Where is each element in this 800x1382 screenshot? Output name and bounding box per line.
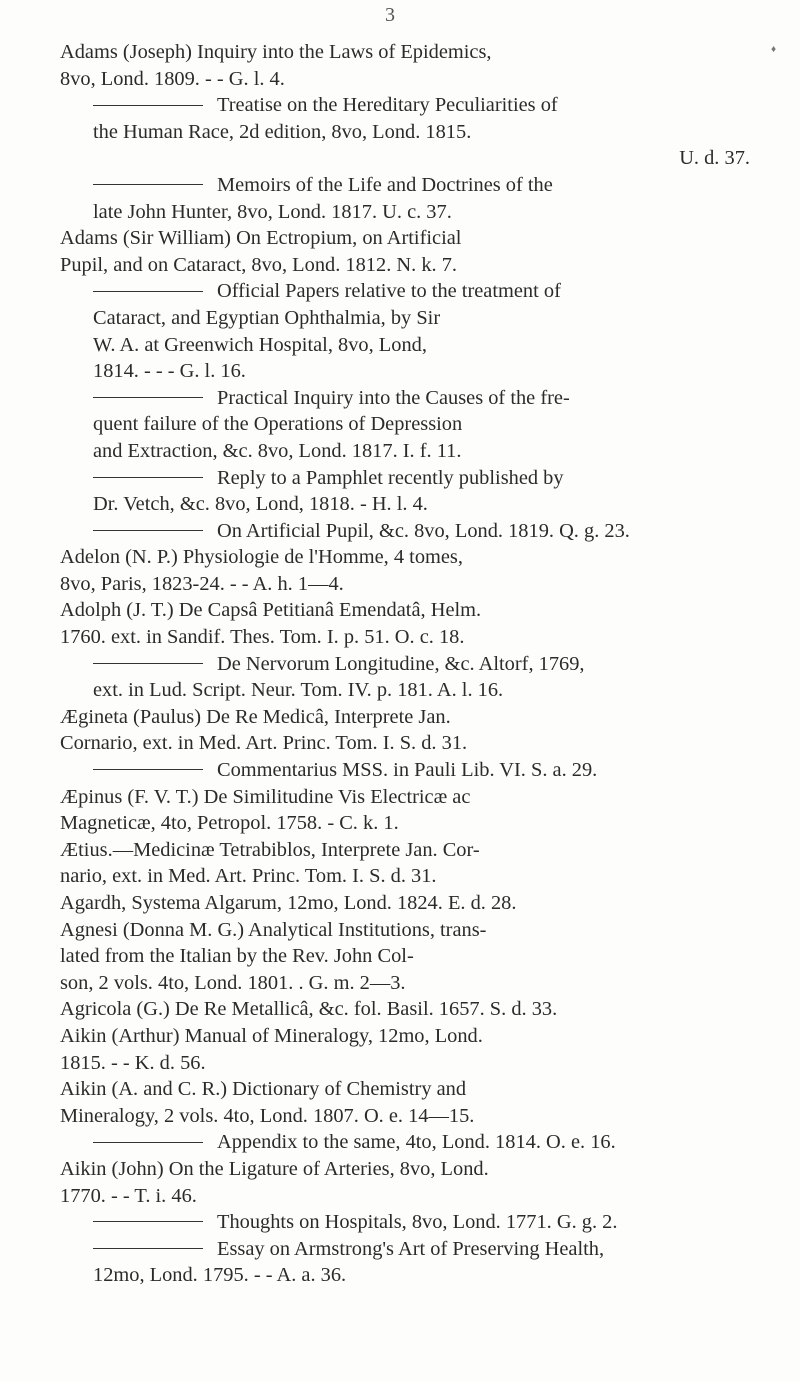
ditto-dash xyxy=(93,663,203,664)
ditto-dash xyxy=(93,184,203,185)
entry-text: Appendix to the same, 4to, Lond. 1814. O. e. 16. xyxy=(217,1131,616,1154)
catalogue-entry xyxy=(60,225,750,278)
entry-line: 1814. - - - G. l. 16. xyxy=(93,360,246,383)
catalogue-entry xyxy=(60,651,750,704)
entry-line: Adolph (J. T.) De Capsâ Petitianâ Emendatâ, Helm. xyxy=(60,599,482,622)
ditto-dash xyxy=(93,530,203,531)
catalogue-entry xyxy=(60,278,750,384)
entry-line xyxy=(93,1236,750,1263)
entry-text: Treatise on the Hereditary Peculiarities of xyxy=(217,94,558,117)
catalogue-entry xyxy=(60,1209,750,1236)
entry-line: U. d. 37. xyxy=(679,147,750,170)
entry-text: Commentarius MSS. in Pauli Lib. VI. S. a. 29. xyxy=(217,759,598,782)
catalogue-entry xyxy=(60,837,750,890)
entry-line: Agnesi (Donna M. G.) Analytical Institutions, trans- xyxy=(60,918,487,941)
entry-line: the Human Race, 2d edition, 8vo, Lond. 1815. xyxy=(93,120,472,143)
entry-line: quent failure of the Operations of Depression xyxy=(93,413,463,436)
catalogue-entry xyxy=(60,92,750,172)
page-number: 3 xyxy=(385,4,396,26)
catalogue-entry xyxy=(60,704,750,757)
entry-line xyxy=(93,1129,750,1156)
ditto-dash xyxy=(93,105,203,106)
entry-line xyxy=(93,278,750,305)
entry-line xyxy=(93,757,750,784)
catalogue-entry xyxy=(60,465,750,518)
entry-line: Aikin (A. and C. R.) Dictionary of Chemistry and xyxy=(60,1078,467,1101)
entry-line: and Extraction, &c. 8vo, Lond. 1817. I. f. 11. xyxy=(93,439,462,462)
entry-line: Ætius.—Medicinæ Tetrabiblos, Interprete Jan. Cor- xyxy=(60,838,480,861)
entry-line: W. A. at Greenwich Hospital, 8vo, Lond, xyxy=(93,333,427,356)
catalogue-entry xyxy=(60,597,750,650)
entry-line: Cornario, ext. in Med. Art. Princ. Tom. I. S. d. 31. xyxy=(60,732,468,755)
entry-line: Adelon (N. P.) Physiologie de l'Homme, 4 tomes, xyxy=(60,546,463,569)
entry-text: Memoirs of the Life and Doctrines of the xyxy=(217,173,553,196)
catalogue-entry xyxy=(60,1023,750,1076)
entry-line: lated from the Italian by the Rev. John Col- xyxy=(60,945,414,968)
entry-line xyxy=(93,518,750,545)
entry-line: late John Hunter, 8vo, Lond. 1817. U. c. 37. xyxy=(93,200,452,223)
entry-line xyxy=(93,92,750,119)
ditto-dash xyxy=(93,1248,203,1249)
entry-line: Mineralogy, 2 vols. 4to, Lond. 1807. O. e. 14—15. xyxy=(60,1104,475,1127)
entry-text: Official Papers relative to the treatment of xyxy=(217,280,561,303)
ditto-dash xyxy=(93,769,203,770)
catalogue-entry xyxy=(60,1156,750,1209)
entry-line: Cataract, and Egyptian Ophthalmia, by Sir xyxy=(93,306,441,329)
catalogue-entry xyxy=(60,1076,750,1129)
entry-line: nario, ext. in Med. Art. Princ. Tom. I. S. d. 31. xyxy=(60,865,437,888)
catalogue-entries xyxy=(60,39,750,1289)
entry-line: Aikin (Arthur) Manual of Mineralogy, 12mo, Lond. xyxy=(60,1024,483,1047)
catalogue-entry xyxy=(60,39,750,92)
entry-text: Essay on Armstrong's Art of Preserving Health, xyxy=(217,1237,605,1260)
entry-line: 8vo, Paris, 1823-24. - - A. h. 1—4. xyxy=(60,572,344,595)
catalogue-entry xyxy=(60,172,750,225)
entry-line: ext. in Lud. Script. Neur. Tom. IV. p. 181. A. l. 16. xyxy=(93,679,504,702)
entry-line: 8vo, Lond. 1809. - - G. l. 4. xyxy=(60,67,285,90)
entry-line xyxy=(93,651,750,678)
entry-line: Ægineta (Paulus) De Re Medicâ, Interprete Jan. xyxy=(60,705,451,728)
entry-line: Adams (Sir William) On Ectropium, on Artificial xyxy=(60,227,462,250)
entry-line: Dr. Vetch, &c. 8vo, Lond, 1818. - H. l. 4. xyxy=(93,493,428,516)
ditto-dash xyxy=(93,291,203,292)
entry-line: 1815. - - K. d. 56. xyxy=(60,1051,206,1074)
entry-line xyxy=(93,385,750,412)
entry-line: Aikin (John) On the Ligature of Arteries, 8vo, Lond. xyxy=(60,1157,489,1180)
catalogue-entry xyxy=(60,1236,750,1289)
entry-text: Practical Inquiry into the Causes of the fre- xyxy=(217,386,570,409)
catalogue-entry xyxy=(60,518,750,545)
ditto-dash xyxy=(93,1142,203,1143)
catalogue-entry xyxy=(60,757,750,784)
entry-line xyxy=(93,465,750,492)
catalogue-entry xyxy=(60,385,750,465)
ditto-dash xyxy=(93,1221,203,1222)
entry-line: 12mo, Lond. 1795. - - A. a. 36. xyxy=(93,1264,347,1287)
entry-text: De Nervorum Longitudine, &c. Altorf, 1769, xyxy=(217,652,585,675)
entry-line: son, 2 vols. 4to, Lond. 1801. . G. m. 2—3. xyxy=(60,971,406,994)
entry-line xyxy=(93,172,750,199)
entry-line: Agricola (G.) De Re Metallicâ, &c. fol. Basil. 1657. S. d. 33. xyxy=(60,998,558,1021)
entry-text: Thoughts on Hospitals, 8vo, Lond. 1771. G. g. 2. xyxy=(217,1211,618,1234)
ditto-dash xyxy=(93,397,203,398)
ditto-dash xyxy=(93,477,203,478)
catalogue-entry xyxy=(60,544,750,597)
entry-line: 1770. - - T. i. 46. xyxy=(60,1184,197,1207)
entry-line: Magneticæ, 4to, Petropol. 1758. - C. k. 1. xyxy=(60,812,399,835)
entry-line: Æpinus (F. V. T.) De Similitudine Vis Electricæ ac xyxy=(60,785,471,808)
catalogue-entry xyxy=(60,784,750,837)
entry-text: Reply to a Pamphlet recently published by xyxy=(217,466,564,489)
entry-line: 1760. ext. in Sandif. Thes. Tom. I. p. 51. O. c. 18. xyxy=(60,626,465,649)
entry-line xyxy=(93,1209,750,1236)
entry-line: Agardh, Systema Algarum, 12mo, Lond. 1824. E. d. 28. xyxy=(60,892,517,914)
corner-mark-icon: ♦ xyxy=(771,44,777,55)
catalogue-entry xyxy=(60,996,750,1023)
entry-line: Pupil, and on Cataract, 8vo, Lond. 1812. N. k. 7. xyxy=(60,253,457,276)
catalogue-entry xyxy=(60,890,750,917)
catalogue-entry xyxy=(60,917,750,997)
catalogue-entry xyxy=(60,1129,750,1156)
entry-line: Adams (Joseph) Inquiry into the Laws of Epidemics, xyxy=(60,41,492,63)
entry-text: On Artificial Pupil, &c. 8vo, Lond. 1819. Q. g. 23. xyxy=(217,519,630,542)
